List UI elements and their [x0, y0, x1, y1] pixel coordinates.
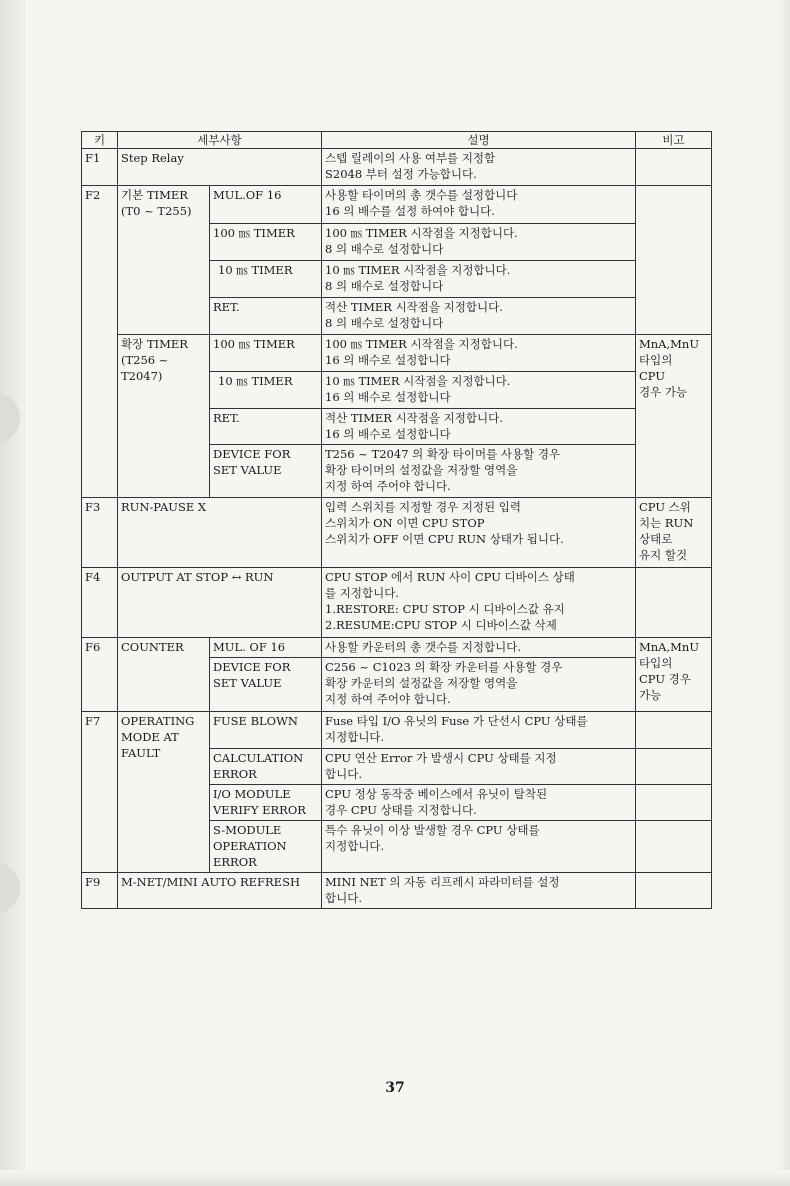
sub-detail-cell: S-MODULE OPERATION ERROR: [210, 821, 322, 873]
description-cell: MINI NET 의 자동 리프레시 파라미터를 설정 합니다.: [322, 873, 636, 909]
key-cell: F6: [82, 638, 118, 712]
description-cell: Fuse 타입 I/O 유닛의 Fuse 가 단선시 CPU 상태를 지정합니다.: [322, 712, 636, 749]
note-cell: [636, 712, 712, 749]
sub-detail-cell: MUL. OF 16: [210, 638, 322, 658]
note-cell: [636, 749, 712, 785]
description-cell: 100 ㎳ TIMER 시작점을 지정합니다. 16 의 배수로 설정합니다: [322, 335, 636, 372]
sub-detail-cell: RET.: [210, 409, 322, 445]
description-cell: 적산 TIMER 시작점을 지정합니다. 8 의 배수로 설정합니다: [322, 298, 636, 335]
detail-group-cell: 확장 TIMER (T256 ~ T2047): [118, 335, 210, 498]
detail-group-cell: 기본 TIMER (T0 ~ T255): [118, 186, 210, 335]
description-cell: 사용할 타이머의 총 갯수를 설정합니다 16 의 배수를 설정 하여야 합니다.: [322, 186, 636, 224]
header-description: 설명: [322, 132, 636, 149]
detail-cell: OUTPUT AT STOP ↔ RUN: [118, 568, 322, 638]
description-cell: CPU STOP 에서 RUN 사이 CPU 디바이스 상태 를 지정합니다. 1.RESTORE: CPU STOP 시 디바이스값 유지 2.RESUME:CPU STOP 시 디바이스값 삭제: [322, 568, 636, 638]
key-cell: F1: [82, 149, 118, 186]
description-cell: 10 ㎳ TIMER 시작점을 지정합니다. 8 의 배수로 설정합니다: [322, 261, 636, 298]
description-cell: C256 ~ C1023 의 확장 카운터를 사용할 경우 확장 카운터의 설정값을 저장할 영역을 지정 하여 주어야 합니다.: [322, 658, 636, 712]
sub-detail-cell: 10 ㎳ TIMER: [210, 372, 322, 409]
note-cell: [636, 186, 712, 335]
description-cell: 100 ㎳ TIMER 시작점을 지정합니다. 8 의 배수로 설정합니다: [322, 224, 636, 261]
note-cell: [636, 568, 712, 638]
table-row: [82, 873, 712, 909]
sub-detail-cell: 10 ㎳ TIMER: [210, 261, 322, 298]
sub-detail-cell: I/O MODULE VERIFY ERROR: [210, 785, 322, 821]
detail-cell: M-NET/MINI AUTO REFRESH: [118, 873, 322, 909]
page-edge: [0, 0, 26, 1186]
note-cell: [636, 873, 712, 909]
header-key: 키: [82, 132, 118, 149]
sub-detail-cell: DEVICE FOR SET VALUE: [210, 445, 322, 498]
note-cell: MnA,MnU 타입의 CPU 경우 가능: [636, 335, 712, 498]
table-row: [82, 498, 712, 568]
description-cell: 적산 TIMER 시작점을 지정합니다. 16 의 배수로 설정합니다: [322, 409, 636, 445]
table-row: [82, 335, 712, 372]
description-cell: T256 ~ T2047 의 확장 타이머를 사용할 경우 확장 타이머의 설정값을 저장할 영역을 지정 하여 주어야 합니다.: [322, 445, 636, 498]
table-row: [82, 638, 712, 658]
page-edge: [776, 0, 790, 1186]
table-row: [82, 568, 712, 638]
description-cell: 입력 스위치를 지정할 경우 지정된 입력 스위치가 ON 이면 CPU STOP 스위치가 OFF 이면 CPU RUN 상태가 됩니다.: [322, 498, 636, 568]
note-cell: MnA,MnU 타입의 CPU 경우 가능: [636, 638, 712, 712]
description-cell: 사용할 카운터의 총 갯수를 지정합니다.: [322, 638, 636, 658]
header-note: 비고: [636, 132, 712, 149]
sub-detail-cell: DEVICE FOR SET VALUE: [210, 658, 322, 712]
function-key-table: [81, 131, 712, 909]
sub-detail-cell: MUL.OF 16: [210, 186, 322, 224]
page-edge: [0, 1170, 790, 1186]
table-header-row: [82, 132, 712, 149]
detail-cell: RUN-PAUSE X: [118, 498, 322, 568]
detail-cell: COUNTER: [118, 638, 210, 712]
table-row: [82, 186, 712, 224]
note-cell: [636, 785, 712, 821]
note-cell: [636, 149, 712, 186]
detail-cell: OPERATING MODE AT FAULT: [118, 712, 210, 873]
note-cell: [636, 821, 712, 873]
note-cell: CPU 스위 치는 RUN 상태로 유지 할것: [636, 498, 712, 568]
description-cell: 스텝 릴레이의 사용 여부를 지정함 S2048 부터 설정 가능합니다.: [322, 149, 636, 186]
sub-detail-cell: 100 ㎳ TIMER: [210, 224, 322, 261]
key-cell: F7: [82, 712, 118, 873]
description-cell: CPU 정상 동작중 베이스에서 유닛이 탈착된 경우 CPU 상태를 지정합니다.: [322, 785, 636, 821]
sub-detail-cell: 100 ㎳ TIMER: [210, 335, 322, 372]
table-row: [82, 149, 712, 186]
key-cell: F4: [82, 568, 118, 638]
detail-cell: Step Relay: [118, 149, 322, 186]
sub-detail-cell: RET.: [210, 298, 322, 335]
key-cell: F3: [82, 498, 118, 568]
description-cell: CPU 연산 Error 가 발생시 CPU 상태를 지정 합니다.: [322, 749, 636, 785]
sub-detail-cell: CALCULATION ERROR: [210, 749, 322, 785]
table-row: [82, 712, 712, 749]
key-cell: F9: [82, 873, 118, 909]
description-cell: 10 ㎳ TIMER 시작점을 지정합니다. 16 의 배수로 설정합니다: [322, 372, 636, 409]
page-number: 37: [385, 1080, 405, 1096]
key-cell: F2: [82, 186, 118, 498]
sub-detail-cell: FUSE BLOWN: [210, 712, 322, 749]
description-cell: 특수 유닛이 이상 발생할 경우 CPU 상태를 지정합니다.: [322, 821, 636, 873]
header-detail: 세부사항: [118, 132, 322, 149]
